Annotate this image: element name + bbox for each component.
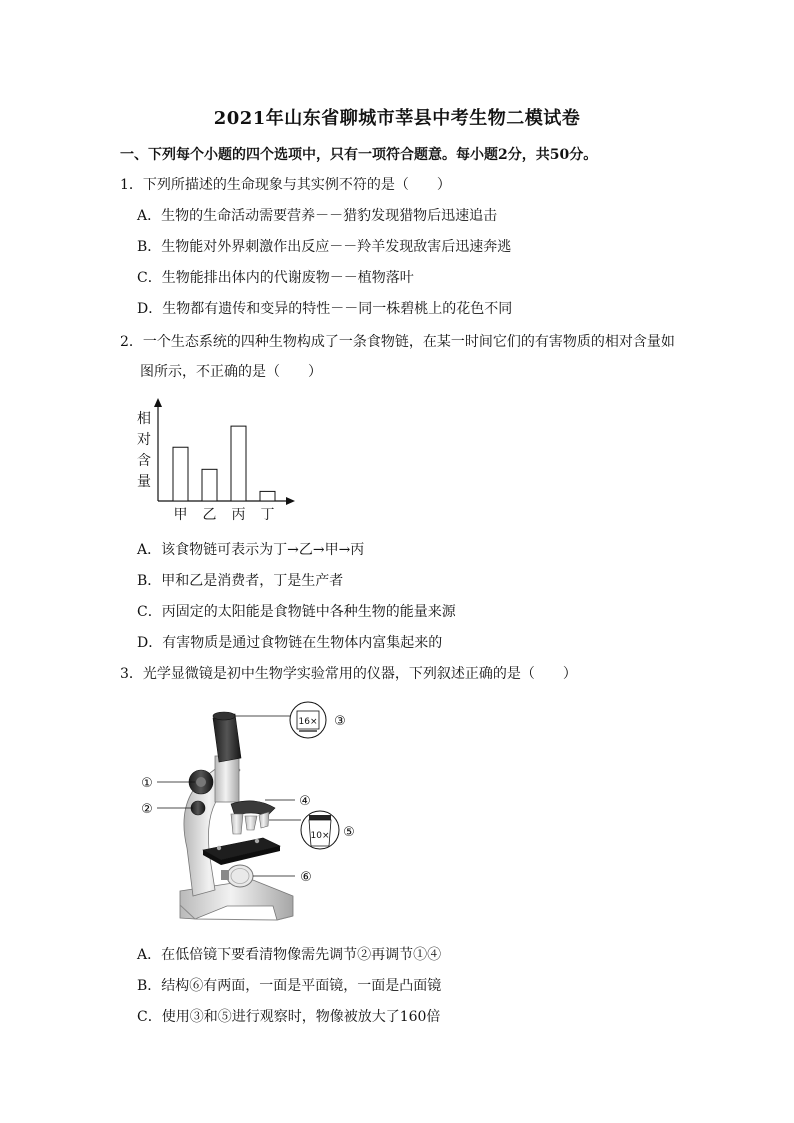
microscope-figure (135, 698, 365, 933)
stage-clip-right (255, 839, 259, 843)
label-3: ③ (334, 714, 346, 729)
body-tube (215, 756, 239, 802)
question-2-option-c: C．丙固定的太阳能是食物链中各种生物的能量来源 (137, 604, 456, 620)
x-axis-arrow (286, 497, 295, 505)
label-4: ④ (299, 794, 311, 809)
x-tick-label-1: 甲 (173, 507, 188, 523)
x-tick-label-2: 乙 (202, 507, 217, 523)
eyepiece (213, 714, 241, 762)
bar-3 (231, 426, 246, 501)
eyepiece-top (213, 712, 235, 720)
x-tick-label-4: 丁 (260, 507, 275, 523)
question-1-option-a: A．生物的生命活动需要营养－－猎豹发现猎物后迅速追击 (137, 208, 498, 224)
question-1-stem: 1．下列所描述的生命现象与其实例不符的是（ ） (120, 177, 451, 193)
fine-focus-knob (191, 801, 205, 815)
bar-1 (173, 447, 188, 501)
eyepiece-magnification: 16× (298, 717, 318, 727)
question-2-option-d: D．有害物质是通过食物链在生物体内富集起来的 (137, 635, 443, 651)
question-2-option-b: B．甲和乙是消费者，丁是生产者 (137, 573, 344, 589)
label-5: ⑤ (343, 825, 355, 840)
objective-detail-thread (309, 815, 331, 820)
question-1-option-d: D．生物都有遗传和变异的特性－－同一株碧桃上的花色不同 (137, 301, 513, 317)
mirror-holder (221, 870, 229, 880)
y-label-char-3: 含 (137, 453, 151, 469)
chart-bars (173, 426, 275, 501)
microscope-drawing (180, 712, 293, 920)
question-3-stem: 3．光学显微镜是初中生物学实验常用的仪器，下列叙述正确的是（ ） (120, 666, 577, 682)
label-6: ⑥ (300, 870, 312, 885)
callout-3 (235, 702, 346, 738)
question-2-stem: 2．一个生态系统的四种生物构成了一条食物链，在某一时间它们的有害物质的相对含量如 (120, 334, 675, 350)
y-label-char-2: 对 (137, 432, 151, 448)
callout-5 (269, 811, 355, 849)
objective-3 (259, 812, 269, 828)
bar-2 (202, 469, 217, 501)
y-label-char-4: 量 (137, 474, 151, 490)
question-3-option-c: C．使用③和⑤进行观察时，物像被放大了160倍 (137, 1009, 441, 1025)
stage-clip-left (217, 846, 221, 850)
question-1-option-c: C．生物能排出体内的代谢废物－－植物落叶 (137, 270, 414, 286)
bar-chart (135, 395, 305, 530)
section-heading: 一、下列每个小题的四个选项中，只有一项符合题意。每小题2分，共50分。 (120, 147, 598, 163)
objective-1 (231, 814, 243, 834)
question-3-option-b: B．结构⑥有两面，一面是平面镜，一面是凸面镜 (137, 978, 442, 994)
question-2-option-a: A．该食物链可表示为丁→乙→甲→丙 (137, 542, 365, 558)
page-title: 2021年山东省聊城市莘县中考生物二模试卷 (213, 108, 581, 129)
question-2-stem-continued: 图所示，不正确的是（ ） (140, 364, 322, 380)
question-3-option-a: A．在低倍镜下要看清物像需先调节②再调节①④ (137, 947, 442, 963)
objective-magnification: 10× (310, 831, 330, 841)
y-axis-arrow (154, 398, 162, 407)
question-1-option-b: B．生物能对外界刺激作出反应－－羚羊发现敌害后迅速奔逃 (137, 239, 512, 255)
coarse-knob-center (196, 777, 206, 787)
x-tick-label-3: 丙 (231, 507, 246, 523)
objective-2 (245, 816, 257, 830)
x-tick-labels (174, 507, 275, 523)
bar-4 (260, 491, 275, 501)
label-1: ① (141, 776, 153, 791)
y-axis-label (137, 410, 151, 490)
y-label-char-1: 相 (137, 411, 151, 427)
label-2: ② (141, 802, 153, 817)
